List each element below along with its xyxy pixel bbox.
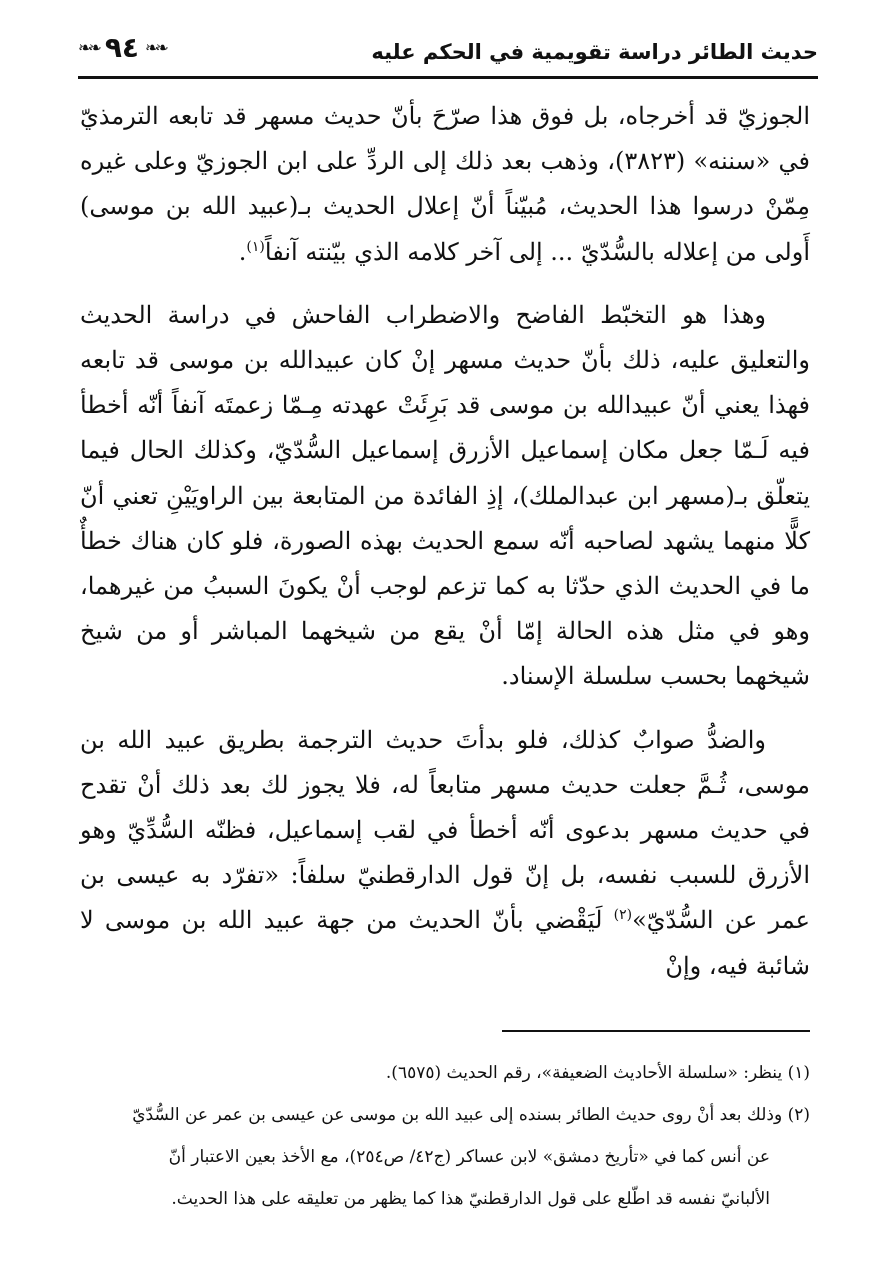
running-header bbox=[78, 32, 818, 76]
footnotes bbox=[80, 1052, 810, 1220]
paragraph-3-tail: لَيَقْضي بأنّ الحديث من جهة عبيد الله بن موسى لا شائبة فيه، وإنْ bbox=[80, 906, 810, 980]
footnote-2: (٢) وذلك بعد أنْ روى حديث الطائر بسنده إلى عبيد الله بن موسى عن عيسى بن عمر عن السُّدّيّ bbox=[132, 1105, 810, 1125]
paragraph-2: وهذا هو التخبّط الفاضح والاضطراب الفاحش في دراسة الحديث والتعليق عليه، ذلك بأنّ حديث مسهر إنْ كان عبيدالله بن موسى قد تابعه فهذا يعني أنّ عبيدالله بن موسى قد بَرِئَتْ عهدته مِـمّا زعمتَه آنفاً أنّه أخطأ فيه لَـمّا جعل مكان إسماعيل الأزرق إسماعيل السُّدّيّ، وكذلك الحال فيما يتعلّق بـ(مسهر ابن عبدالملك)، إذِ الفائدة من المتابعة بين الراويَيْنِ تعني أنّ كلًّا منهما يشهد لصاحبه أنّه سمع الحديث بهذه الصورة، فلو كان هناك خطأٌ ما في الحديث الذي حدّثا به كما تزعم لوجب أنْ يكونَ السببُ من غيرهما، وهو في مثل هذه الحالة إمّا أنْ يقع من شيخهما المباشر أو من شيخ شيخهما بحسب سلسلة الإسناد. bbox=[80, 300, 810, 691]
footnote-2-line-2: عن أنس كما في «تأريخ دمشق» لابن عساكر (ج٤٢/ ص٢٥٤)، مع الأخذ بعين الاعتبار أنّ bbox=[168, 1147, 770, 1167]
footnote-separator bbox=[502, 1030, 810, 1032]
ornament-right-icon: ❧❧ bbox=[145, 38, 166, 57]
footnote-2-line-3: الألبانيّ نفسه قد اطّلع على قول الدارقطنيّ هذا كما يظهر من تعليقه على هذا الحديث. bbox=[171, 1189, 770, 1209]
paragraph-1-end: . bbox=[238, 237, 247, 266]
paragraph-1-text: الجوزيّ قد أخرجاه، بل فوق هذا صرّحَ بأنّ حديث مسهر قد تابعه الترمذيّ في «سننه» (٣٨٢٣)، وذهب بعد ذلك إلى الردِّ على ابن الجوزيّ وعلى غيره مِمّنْ درسوا هذا الحديث، مُبيّناً أنّ إعلال الحديث بـ(عبيد الله بن موسى) أَولى من إعلاله بالسُّدّيّ ... إلى آخر كلامه الذي بيّنته آنفاً bbox=[80, 102, 810, 266]
header-rule bbox=[78, 76, 818, 79]
page-number-group bbox=[78, 31, 166, 64]
footnote-ref-2[interactable]: (٢) bbox=[613, 907, 633, 924]
header-title: حديث الطائر دراسة تقويمية في الحكم عليه bbox=[371, 40, 818, 64]
page-number: ٩٤ bbox=[104, 31, 139, 64]
ornament-left-icon: ❧❧ bbox=[78, 38, 99, 57]
footnote-1: (١) ينظر: «سلسلة الأحاديث الضعيفة»، رقم الحديث (٦٥٧٥). bbox=[385, 1063, 810, 1083]
paragraph-3 bbox=[80, 718, 810, 989]
footnote-ref-1[interactable]: (١) bbox=[246, 238, 265, 255]
paragraph-3-text: والضدُّ صوابٌ كذلك، فلو بدأتَ حديث الترجمة بطريق عبيد الله بن موسى، ثُـمَّ جعلت حديث مسهر متابعاً له، فلا يجوز لك بعد ذلك أنْ تقدح في حديث مسهر بدعوى أنّه أخطأ في لقب إسماعيل، فظنّه السُّدِّيّ وهو الأزرق للسبب نفسه، بل إنّ قول الدارقطنيّ سلفاً: «تفرّد به عيسى بن عمر عن السُّدّيّ» bbox=[80, 725, 810, 935]
paragraph-1 bbox=[80, 94, 810, 275]
main-text bbox=[80, 94, 810, 989]
